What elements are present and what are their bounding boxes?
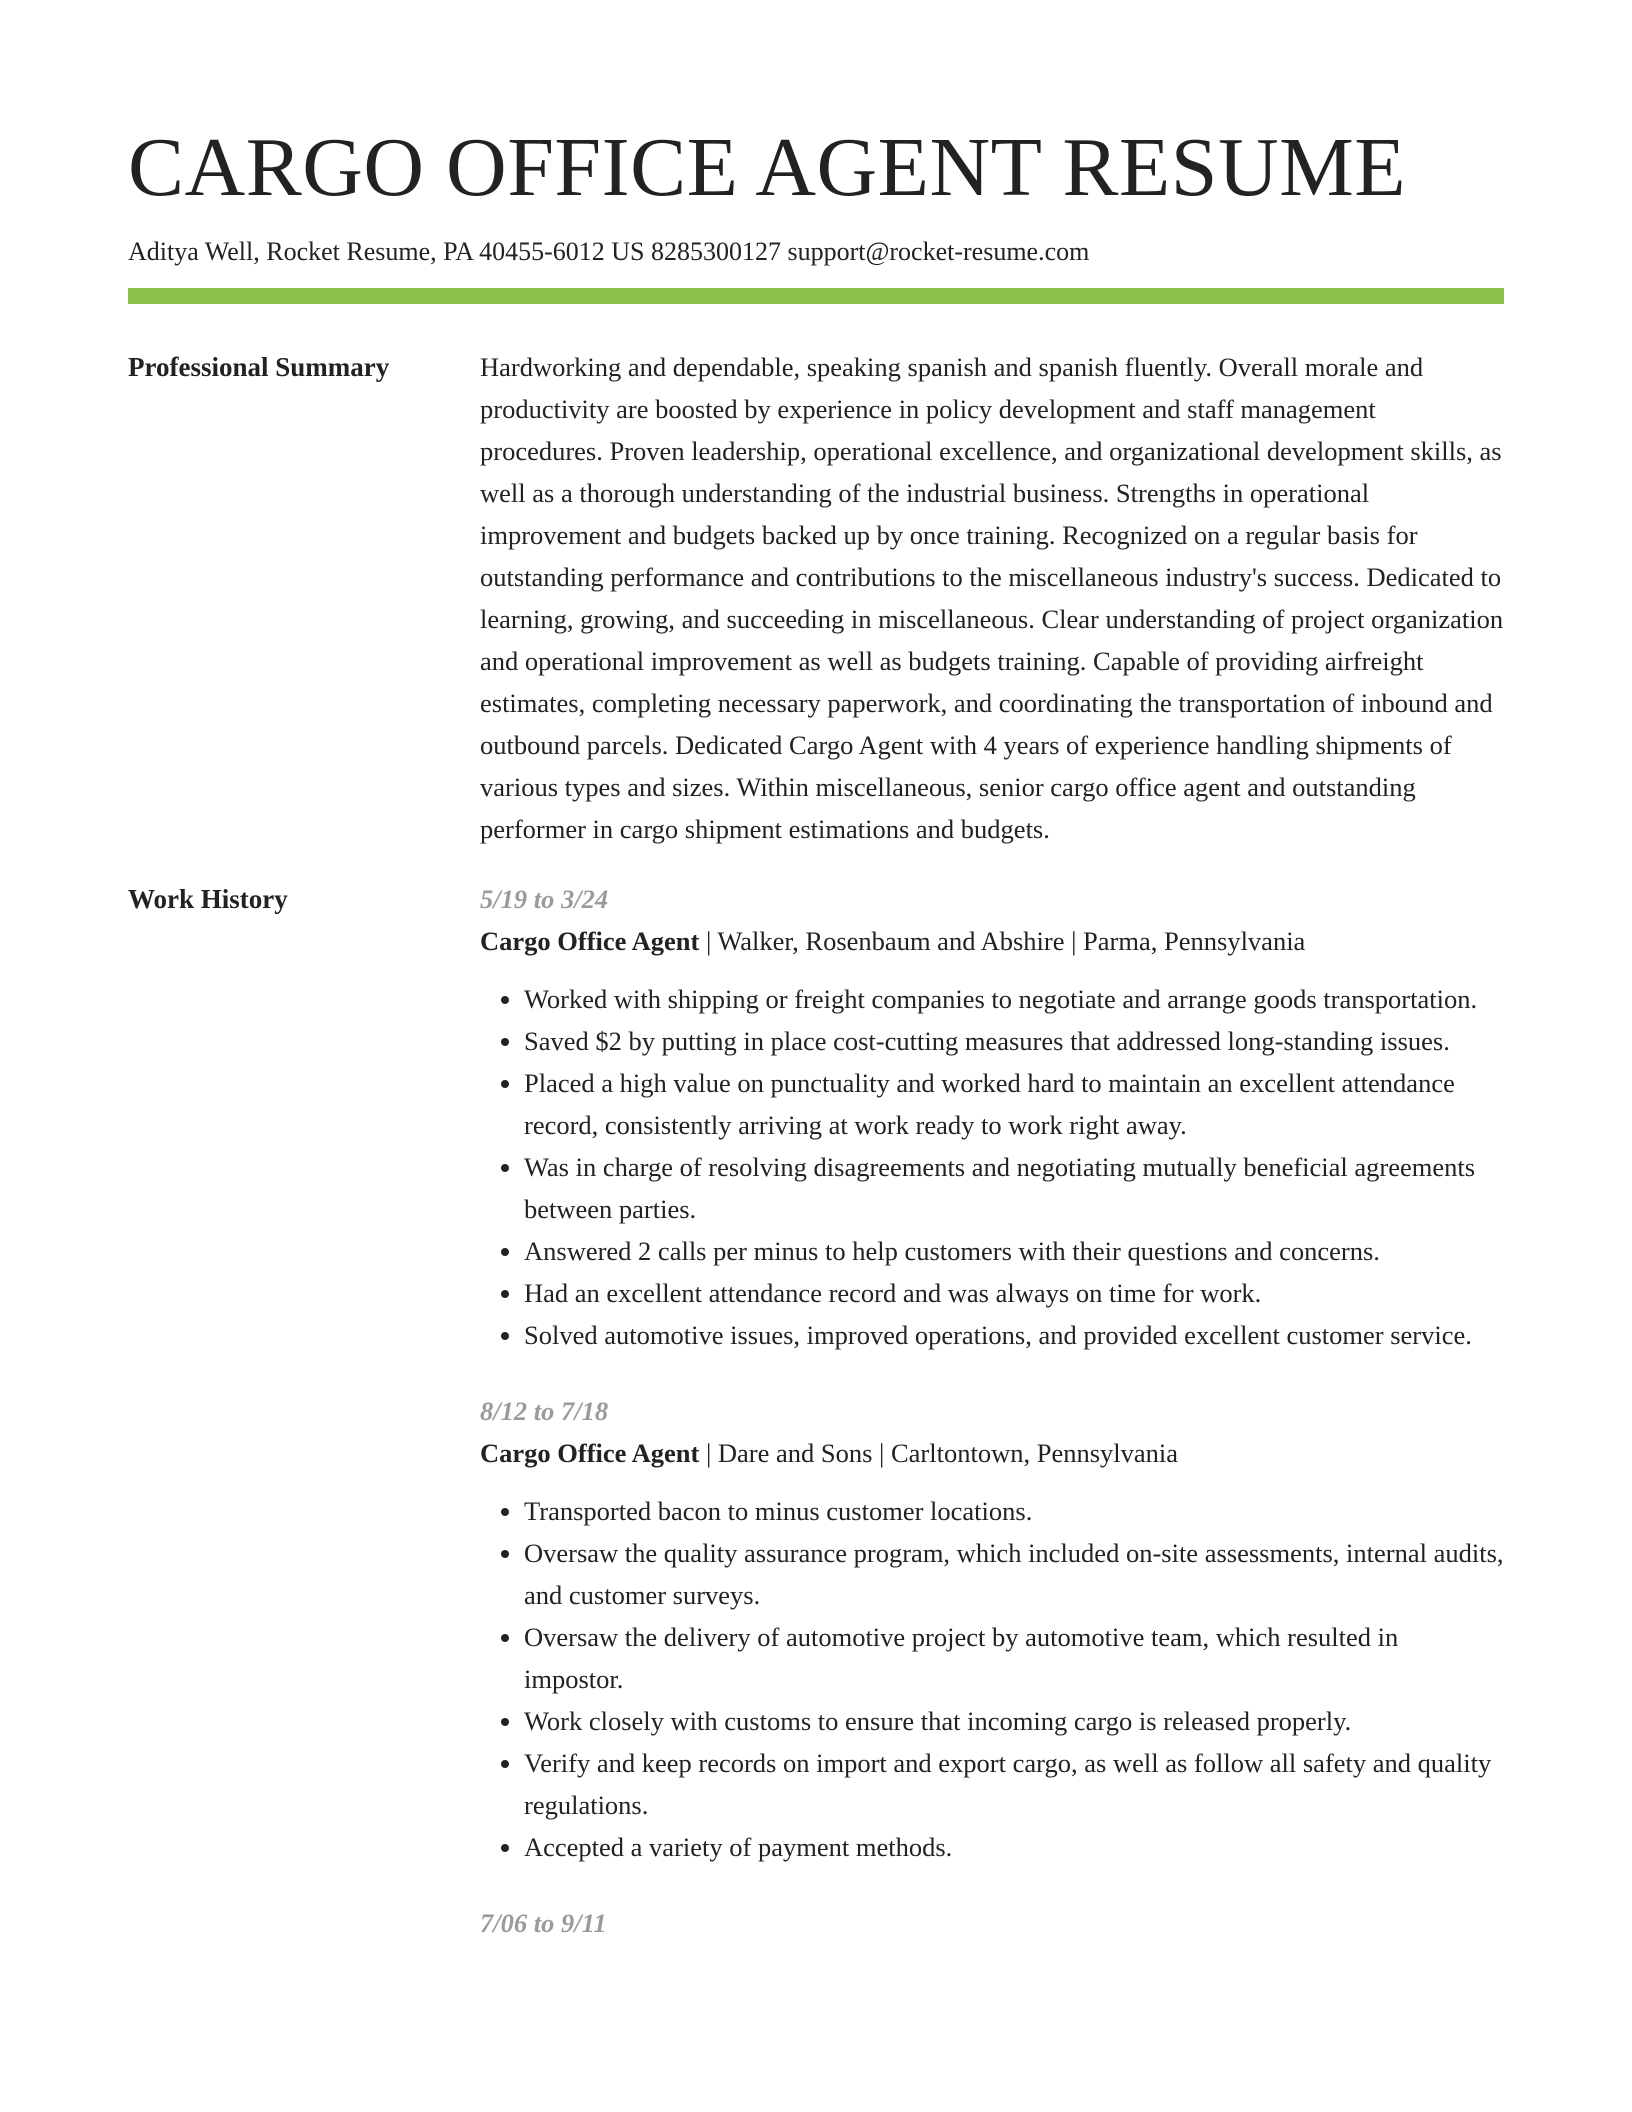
job-heading <box>480 1432 1504 1474</box>
job-bullet-list <box>480 978 1504 1356</box>
job-dates: 5/19 to 3/24 <box>480 884 609 914</box>
work-history-body <box>480 878 1504 1978</box>
job-entry <box>480 1390 1504 1868</box>
job-bullet: • Oversaw the quality assurance program, which included on-site assessments, internal audits, and customer surveys. <box>524 1532 1504 1616</box>
job-bullet: • Oversaw the delivery of automotive project by automotive team, which resulted in impostor. <box>524 1616 1504 1700</box>
job-dates: 8/12 to 7/18 <box>480 1396 609 1426</box>
job-bullet: • Was in charge of resolving disagreements and negotiating mutually beneficial agreements between parties. <box>524 1146 1504 1230</box>
job-details: | Dare and Sons | Carltontown, Pennsylvania <box>699 1438 1179 1468</box>
job-bullet-list <box>480 1490 1504 1868</box>
job-dates: 7/06 to 9/11 <box>480 1908 607 1938</box>
resume-title: CARGO OFFICE AGENT RESUME <box>128 121 1407 214</box>
resume-page <box>128 0 1504 1978</box>
job-bullet: • Solved automotive issues, improved operations, and provided excellent customer service. <box>524 1314 1504 1356</box>
section-heading-summary: Professional Summary <box>128 352 390 382</box>
job-title: Cargo Office Agent <box>480 1438 700 1468</box>
job-bullet: • Saved $2 by putting in place cost-cutting measures that addressed long-standing issues. <box>524 1020 1504 1062</box>
header-divider <box>128 288 1504 304</box>
job-bullet: • Answered 2 calls per minus to help customers with their questions and concerns. <box>524 1230 1504 1272</box>
job-bullet: • Accepted a variety of payment methods. <box>524 1826 1504 1868</box>
job-heading <box>480 920 1504 962</box>
section-heading-work: Work History <box>128 884 288 914</box>
job-entry <box>480 878 1504 1356</box>
contact-line: Aditya Well, Rocket Resume, PA 40455-6012 US 8285300127 support@rocket-resume.com <box>128 237 1090 266</box>
job-bullet: • Worked with shipping or freight companies to negotiate and arrange goods transportation. <box>524 978 1504 1020</box>
job-bullet: • Work closely with customs to ensure that incoming cargo is released properly. <box>524 1700 1504 1742</box>
job-entry <box>480 1902 1504 1944</box>
job-bullet: • Had an excellent attendance record and was always on time for work. <box>524 1272 1504 1314</box>
job-details: | Walker, Rosenbaum and Abshire | Parma, Pennsylvania <box>699 926 1306 956</box>
job-bullet: • Verify and keep records on import and export cargo, as well as follow all safety and quality regulations. <box>524 1742 1504 1826</box>
job-title: Cargo Office Agent <box>480 926 700 956</box>
summary-text: Hardworking and dependable, speaking spanish and spanish fluently. Overall morale and productivity are boosted by experience in policy development and staff management procedures. Proven leadership, operational excellence, and organizational development skills, as well as a thorough understanding of the industrial business. Strengths in operational improvement and budgets backed up by once training. Recognized on a regular basis for outstanding performance and contributions to the miscellaneous industry's success. Dedicated to learning, growing, and succeeding in miscellaneous. Clear understanding of project organization and operational improvement as well as budgets training. Capable of providing airfreight estimates, completing necessary paperwork, and coordinating the transportation of inbound and outbound parcels. Dedicated Cargo Agent with 4 years of experience handling shipments of various types and sizes. Within miscellaneous, senior cargo office agent and outstanding performer in cargo shipment estimations and budgets. <box>480 352 1504 844</box>
work-history-section <box>128 878 1504 1978</box>
job-bullet: • Placed a high value on punctuality and worked hard to maintain an excellent attendance record, consistently arriving at work ready to work right away. <box>524 1062 1504 1146</box>
job-bullet: • Transported bacon to minus customer locations. <box>524 1490 1504 1532</box>
summary-body <box>480 346 1504 850</box>
professional-summary-section <box>128 346 1504 850</box>
